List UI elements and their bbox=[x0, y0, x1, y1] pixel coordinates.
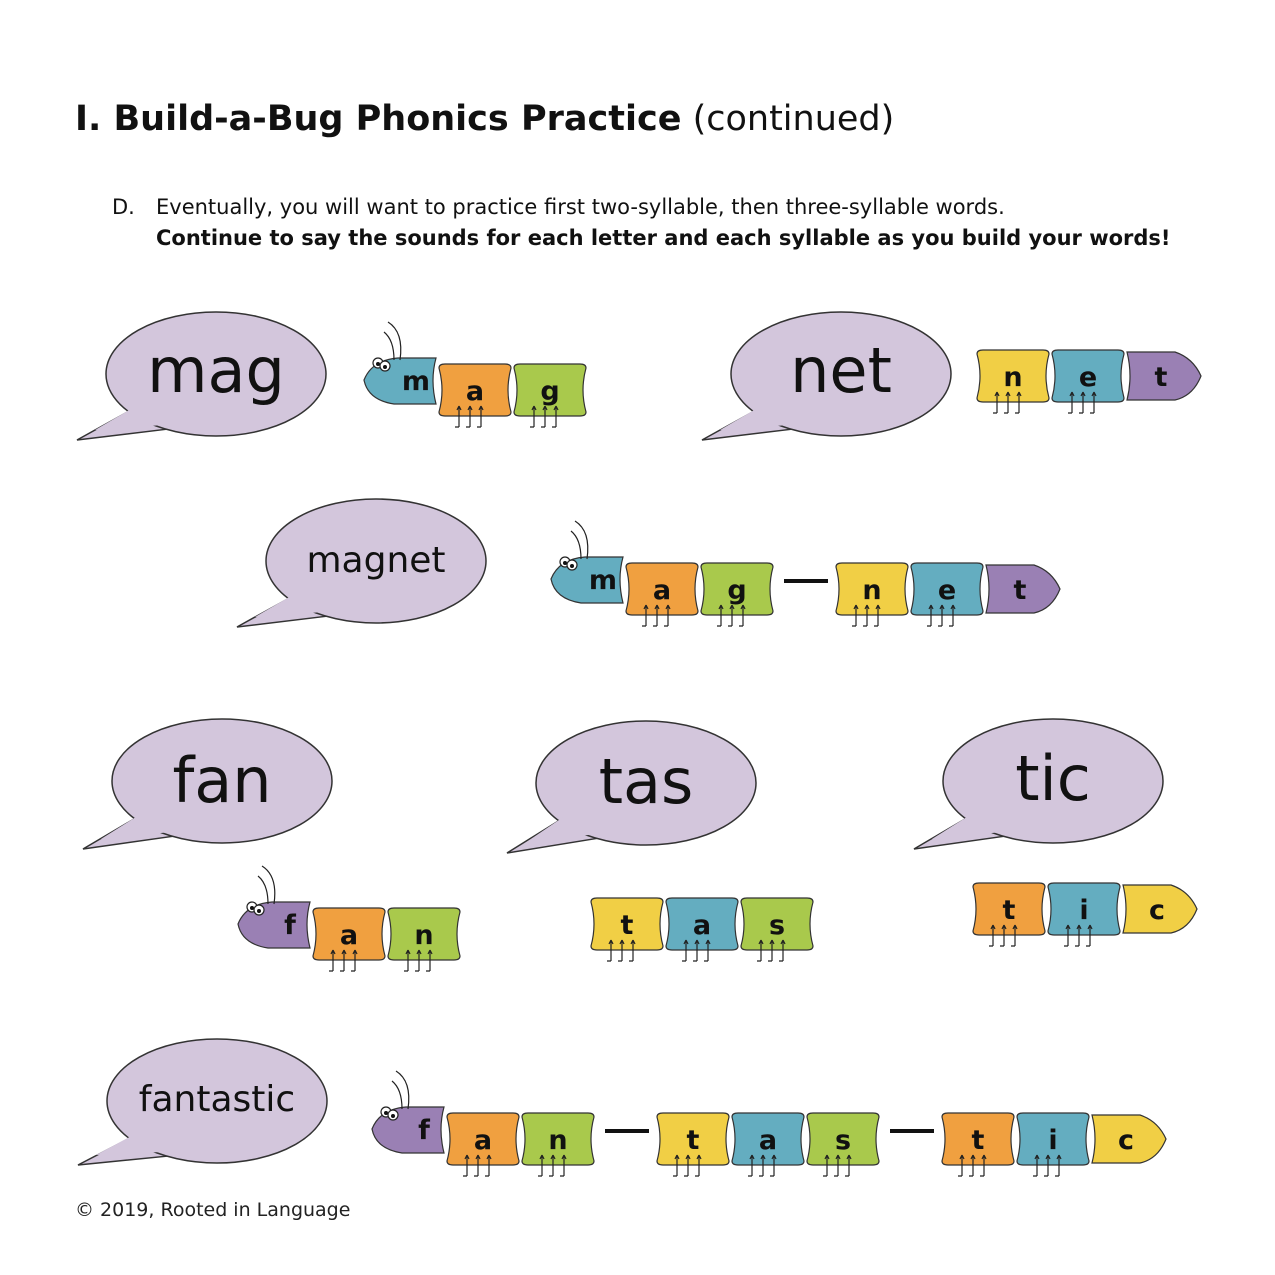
bug-pupil bbox=[391, 1114, 395, 1118]
copyright: © 2019, Rooted in Language bbox=[75, 1199, 351, 1221]
bug-pupil bbox=[570, 564, 574, 568]
segment-letter: t bbox=[1002, 895, 1016, 926]
bug-segment-g bbox=[514, 364, 586, 427]
segment-letter: a bbox=[758, 1125, 778, 1156]
segment-letter: t bbox=[971, 1125, 985, 1156]
segment-letter: e bbox=[1078, 362, 1098, 393]
bug-pupil bbox=[257, 909, 261, 913]
segment-letter: n bbox=[862, 575, 882, 606]
bubble-word: net bbox=[790, 334, 892, 407]
segment-letter: s bbox=[834, 1125, 852, 1156]
bug-mag bbox=[364, 322, 586, 427]
bug-pupil bbox=[383, 365, 387, 369]
bubble-word: fantastic bbox=[138, 1079, 296, 1120]
bug-segment-a bbox=[666, 898, 738, 961]
bug-segment-t bbox=[1127, 352, 1201, 400]
bug-pupil bbox=[563, 561, 567, 565]
antenna bbox=[575, 521, 588, 559]
bug-segment-t bbox=[591, 898, 663, 961]
bug-segment-s bbox=[807, 1113, 879, 1176]
bug-pupil bbox=[384, 1111, 388, 1115]
segment-letter: a bbox=[473, 1125, 493, 1156]
speech-bubble-fantastic bbox=[78, 1039, 327, 1165]
bubble-word: tic bbox=[1015, 742, 1091, 815]
segment-letter: t bbox=[1013, 575, 1027, 606]
bug-net bbox=[977, 350, 1201, 413]
bug-segment-t bbox=[986, 565, 1060, 613]
antenna bbox=[571, 531, 581, 559]
title-bold: I. Build-a-Bug Phonics Practice bbox=[75, 99, 682, 139]
bug-tic bbox=[973, 883, 1197, 946]
segment-letter: t bbox=[620, 910, 634, 941]
title-continued: (continued) bbox=[692, 99, 895, 139]
segment-letter: a bbox=[339, 920, 359, 951]
speech-bubble-net bbox=[702, 312, 951, 440]
bug-magnet bbox=[551, 521, 1060, 626]
bug-segment-a bbox=[447, 1113, 519, 1176]
bug-fan bbox=[238, 866, 460, 971]
segment-letter: n bbox=[1003, 362, 1023, 393]
bug-segment-i bbox=[1048, 883, 1120, 946]
bug-segment-f bbox=[372, 1071, 444, 1153]
bug-segment-m bbox=[551, 521, 623, 603]
bug-segment-f bbox=[238, 866, 310, 948]
bug-segment-n bbox=[522, 1113, 594, 1176]
bug-segment-e bbox=[1052, 350, 1124, 413]
antenna bbox=[388, 322, 401, 360]
antenna bbox=[258, 876, 268, 904]
bug-segment-a bbox=[732, 1113, 804, 1176]
instruction-marker: D. bbox=[112, 195, 135, 219]
segment-letter: s bbox=[768, 910, 786, 941]
antenna bbox=[384, 332, 394, 360]
bug-segment-t bbox=[973, 883, 1045, 946]
bubble-word: tas bbox=[598, 745, 694, 818]
bubble-word: fan bbox=[172, 744, 272, 817]
speech-bubble-mag bbox=[77, 312, 326, 440]
instruction-line-2: Continue to say the sounds for each letter and each syllable as you build your words! bbox=[156, 226, 1171, 250]
segment-letter: g bbox=[540, 376, 560, 407]
segment-letter: i bbox=[1079, 895, 1089, 926]
speech-bubble-tas bbox=[507, 721, 756, 853]
segment-letter: n bbox=[548, 1125, 568, 1156]
bug-segment-t bbox=[942, 1113, 1014, 1176]
bug-segment-a bbox=[626, 563, 698, 626]
segment-letter: m bbox=[588, 565, 618, 596]
bug-segment-s bbox=[741, 898, 813, 961]
bug-segment-a bbox=[313, 908, 385, 971]
bug-segment-t bbox=[657, 1113, 729, 1176]
segment-letter: t bbox=[1154, 362, 1168, 393]
segment-letter: e bbox=[937, 575, 957, 606]
bug-tas bbox=[591, 898, 813, 961]
speech-bubble-fan bbox=[83, 719, 332, 849]
segment-letter: c bbox=[1148, 895, 1166, 926]
bubble-word: mag bbox=[147, 334, 285, 407]
bug-segment-m bbox=[364, 322, 436, 404]
segment-letter: i bbox=[1048, 1125, 1058, 1156]
segment-letter: f bbox=[418, 1115, 430, 1146]
instruction-line-1: Eventually, you will want to practice first two-syllable, then three-syllable words. bbox=[156, 195, 1005, 219]
segment-letter: m bbox=[401, 366, 431, 397]
segment-letter: a bbox=[465, 376, 485, 407]
segment-letter: t bbox=[686, 1125, 700, 1156]
bug-segment-n bbox=[836, 563, 908, 626]
bug-segment-c bbox=[1123, 885, 1197, 933]
speech-bubble-tic bbox=[914, 719, 1163, 849]
segment-letter: f bbox=[284, 910, 296, 941]
bug-segment-e bbox=[911, 563, 983, 626]
bubble-word: magnet bbox=[306, 540, 446, 581]
bug-pupil bbox=[250, 906, 254, 910]
segment-letter: a bbox=[652, 575, 672, 606]
segment-letter: g bbox=[727, 575, 747, 606]
antenna bbox=[392, 1081, 402, 1109]
bug-segment-g bbox=[701, 563, 773, 626]
bug-segment-i bbox=[1017, 1113, 1089, 1176]
bug-fantastic bbox=[372, 1071, 1166, 1176]
speech-bubble-magnet bbox=[237, 499, 486, 627]
bug-segment-c bbox=[1092, 1115, 1166, 1163]
antenna bbox=[396, 1071, 409, 1109]
bug-segment-n bbox=[388, 908, 460, 971]
antenna bbox=[262, 866, 275, 904]
bug-segment-n bbox=[977, 350, 1049, 413]
bug-pupil bbox=[376, 362, 380, 366]
segment-letter: a bbox=[692, 910, 712, 941]
segment-letter: n bbox=[414, 920, 434, 951]
bug-segment-a bbox=[439, 364, 511, 427]
segment-letter: c bbox=[1117, 1125, 1135, 1156]
